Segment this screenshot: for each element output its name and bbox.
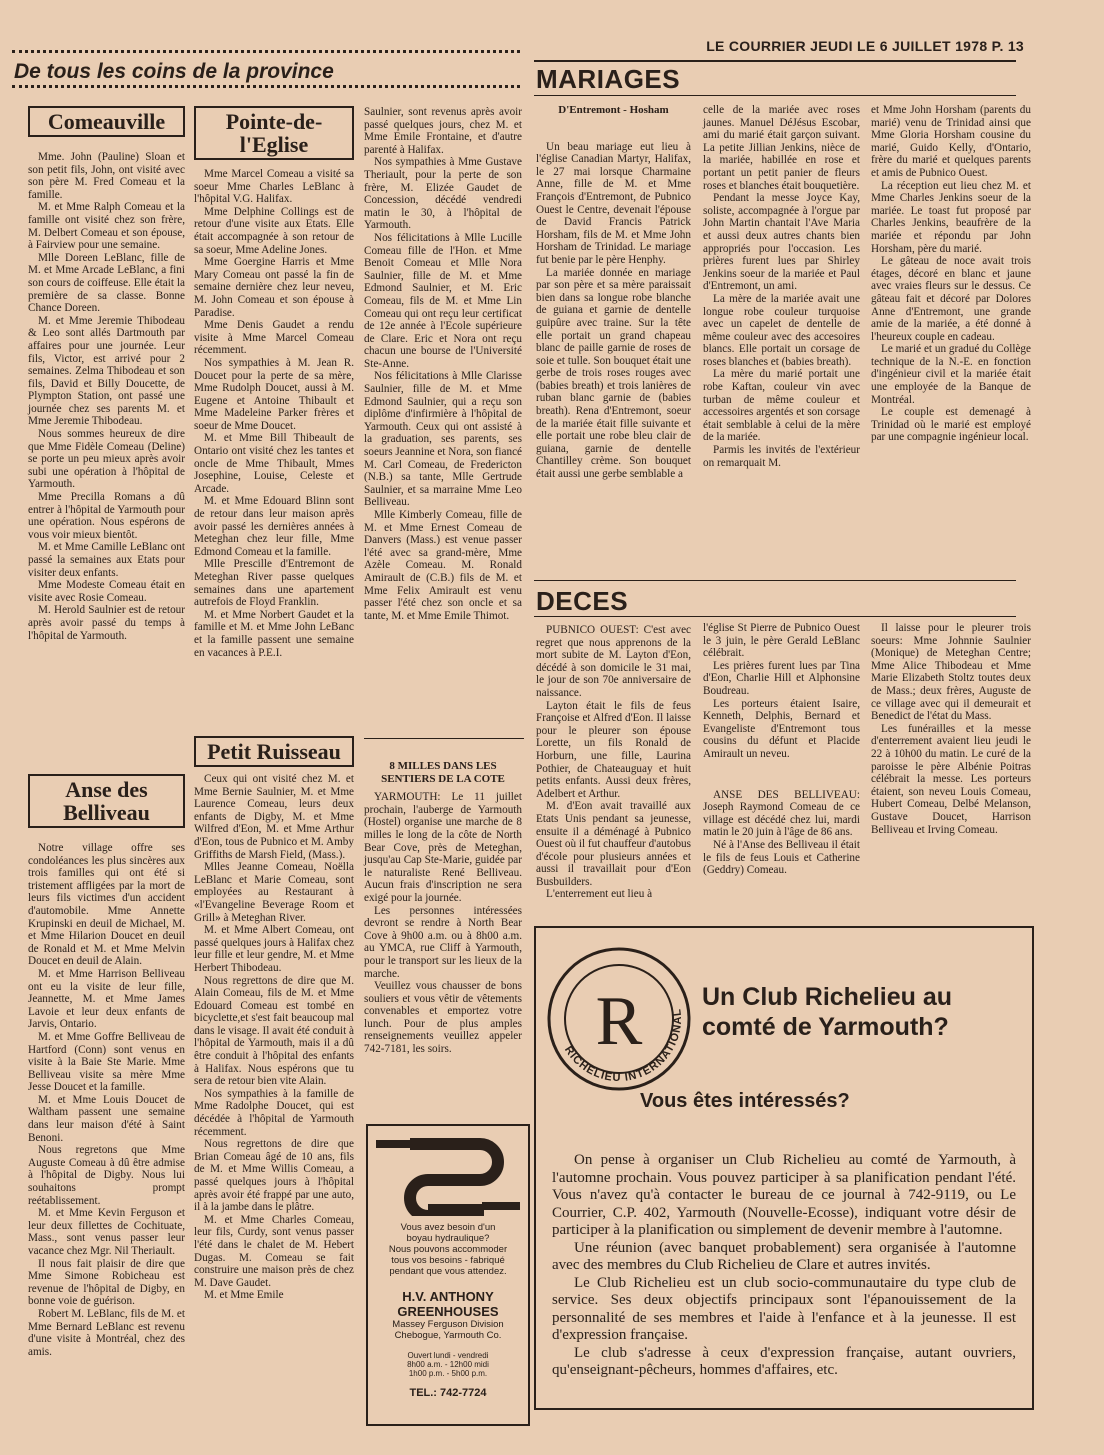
anse-para: Il nous fait plaisir de dire que Mme Simone Robicheau est revenue de l'hôpital de Digby, en bonne voie de guérison. xyxy=(28,1257,185,1308)
col3-para: Saulnier, sont revenus après avoir passé quelques jours, chez M. et Mme Emile Frontaine, et d'autre parenté à Halifax. xyxy=(364,106,522,156)
deces-para: Layton était le fils de feus Françoise et Alfred d'Eon. Il laisse pour le pleurer son épouse Lorette, un fils Ronald de Horburn, une fille, Laurina Pothier, de Chateauguay et huit petits enfants. Aussi deux frères, Adelbert et Arthur. xyxy=(536,699,691,800)
pointe-para: M. et Mme Bill Thibeault de Ontario ont visité chez les tantes et oncle de Mme Thibault, Mmes Josephine, Louise, Celeste et Arcade. xyxy=(194,432,354,495)
petit-ruisseau-para: M. et Mme Albert Comeau, ont passé quelques jours à Halifax chez leur fille et leur gendre, M. et Mme Herbert Thibodeau. xyxy=(194,924,354,974)
anse-para: Notre village offre ses condoléances les plus sincères aux trois familles qui ont été si tristement affligées par la mort de leurs fils victimes d'un accident d'automobile. Mme Annette Krupinski en deuil de Michael, M. et Mme Hilarion Doucet en deuil de Ronald et M. et Mme Melvin Doucet en deuil de Alain. xyxy=(28,842,185,968)
petit-ruisseau-para: Ceux qui ont visité chez M. et Mme Bernie Saulnier, M. et Mme Laurence Comeau, leurs deux enfants de Digby, M. et Mme Wilfred d'Eon, M. et Mme Arthur d'Eon, tous de Pubnico et M. Amby Griffiths de Marsh Field, (Mass.). xyxy=(194,773,354,861)
pointe-para: Mlle Prescille d'Entremont de Meteghan River passe quelques semaines dans une apartement autrefois de Floyd Franklin. xyxy=(194,558,354,609)
deces-para: PUBNICO OUEST: C'est avec regret que nous apprenons de la mort subite de M. Layton d'Eon, décédé à son domicile le 31 mai, le jour de son 70e anniversaire de naissance. xyxy=(536,624,691,699)
mariages-para: Un beau mariage eut lieu à l'église Canadian Martyr, Halifax, le 27 mai lorsque Charmaine Anne, fille de M. et Mme François d'Entremont, de Pubnico Ouest le Centre, devenait l'épouse de David Francis Patrick Horsham, fils de M. et Mme John Horsham de Trinidad. Le mariage fut benie par le père Henphy. xyxy=(536,140,691,266)
petit-ruisseau-heading: Petit Ruisseau xyxy=(194,736,354,767)
huit-milles-heading: 8 MILLES DANS LES SENTIERS DE LA COTE xyxy=(381,760,505,785)
section-banner xyxy=(12,50,520,94)
mariages-para: Le couple est demenagé à Trinidad où le marié est employé par une compagnie ingénieur local. xyxy=(871,406,1031,444)
deces-bottom-rule xyxy=(534,616,1016,617)
deces-para: Né à l'Anse des Belliveau il était le fils de feus Louis et Catherine (Geddry) Comeau. xyxy=(703,838,860,877)
richelieu-para: On pense à organiser un Club Richelieu au comté de Yarmouth, à l'automne prochain. Vous pouvez participer à sa planification pendant l'été. Vous n'avez qu'à contacter le bureau de ce journal à 742-9119, ou Le Courrier, C.P. 402, Yarmouth (Nouvelle-Ecosse), indiquant votre désir de participer à la planification ou simplement de devenir membre à l'automne. xyxy=(552,1152,1016,1238)
article-8-milles xyxy=(364,760,522,1056)
richelieu-para: Le club s'adresse à ceux d'expression française, autant ouvriers, qu'enseignant-pêcheurs, hommes d'affaires, etc. xyxy=(552,1344,1016,1378)
deces-para: M. d'Eon avait travaillé aux Etats Unis pendant sa jeunesse, ensuite il a déménagé à Pubnico Ouest où il fut chauffeur d'autobus d'école pour plusieurs années et aussi il travaillait pour d'Eon Busbuilders. xyxy=(536,800,691,888)
mariages-para: La mère du marié portait une robe Kaftan, couleur vin avec turban de même couleur et accessoires argentés et son corsage était semblable à celui de la mère de la mariée. xyxy=(703,368,860,444)
hv-division-1: Massey Ferguson Division xyxy=(392,1319,504,1330)
mariages-col-3 xyxy=(871,104,1031,444)
mariages-para: La réception eut lieu chez M. et Mme Charles Jenkins soeur de la mariée. Le toast fut proposé par Charles Jenkins, beaufrère de la mariée et répondu par John Horsham, père du marié. xyxy=(871,179,1031,255)
deces-para: Les funérailles et la messe d'enterrement avaient lieu jeudi le 22 à 10h00 du matin. Le curé de la paroisse le père Albénie Poitras célébrait la messe. Les porteurs étaient, son neveu Louis Comeau, Hubert Comeau, Delbé Melanson, Gustave Doucet, Harrison Belliveau et Irving Comeau. xyxy=(871,722,1031,836)
anse-para: M. et Mme Kevin Ferguson et leur deux fillettes de Cochituate, Mass., sont venus passer leur vacance chez Mgr. Nil Theriault. xyxy=(28,1207,185,1257)
column-3-continued xyxy=(364,106,522,622)
deces-para: L'enterrement eut lieu à xyxy=(546,888,653,901)
hv-hours-0: Ouvert lundi - vendredi xyxy=(407,1351,489,1360)
section-title: De tous les coins de la province xyxy=(14,60,334,83)
hv-question-2: boyau hydraulique? xyxy=(406,1233,490,1244)
column-pointe-de-leglise xyxy=(194,106,354,659)
hv-anthony-ad xyxy=(366,1124,530,1426)
mariages-col-2 xyxy=(703,104,860,469)
hose-logo-icon xyxy=(370,1132,526,1216)
deces-col-1 xyxy=(536,624,691,901)
column-anse-des-belliveau xyxy=(28,774,185,1358)
anse-para: M. et Mme Louis Doucet de Waltham passent une semaine dans leur maison d'été à Saint Benoni. xyxy=(28,1093,185,1144)
petit-ruisseau-para: Nous regrettons de dire que Brian Comeau âgé de 10 ans, fils de M. et Mme Willis Comeau, a passé quelques jours à l'hôpital après avoir été frappé par une auto, il à la jambe dans le plâtre. xyxy=(194,1138,354,1214)
mariages-para: La mariée donnée en mariage par son père et sa mère paraissait bien dans sa longue robe blanche de guiana et garnie de dentelle guipûre avec traine. Sur la tête elle portait un grand chapeau blanc de paille garnie de roses de soie et tulle. Son bouquet était une gerbe de trois roses rouges avec (babies breath) et trois lanières de ruban blanc garnie de (babies breath). Rena d'Entremont, soeur de la mariée était fille suivante et elle portait une robe bleu clair de guiana, garnie de dentelle Chantilley crème. Son bouquet était aussi une gerbe semblable a xyxy=(536,266,691,481)
logo-letter: R xyxy=(595,983,643,1060)
hv-line-2: tous vos besoins - fabriqué xyxy=(391,1255,505,1266)
petit-ruisseau-para: M. et Mme Emile xyxy=(204,1289,284,1302)
deces-para: ANSE DES BELLIVEAU: Joseph Raymond Comeau de ce village est décédé chez lui, mardi matin le 20 juin à l'âge de 86 ans. xyxy=(703,788,860,839)
huit-milles-para: Les personnes intéressées devront se rendre à North Bear Cove à 9h00 a.m. ou à 8h00 a.m. au YMCA, rue Cliff à Yarmouth, pour le transport sur les lieux de la marche. xyxy=(364,904,522,980)
mariages-para: Le marié et un gradué du Collège technique de la N.-E. en fonction d'ingénieur civil et la mariée était une employée de la Banque de Montréal. xyxy=(871,343,1031,406)
richelieu-title-1: Un Club Richelieu au xyxy=(702,983,953,1011)
pointe-para: Mme Marcel Comeau a visité sa soeur Mme Charles LeBlanc à l'hôpital V.G. Halifax. xyxy=(194,168,354,206)
hv-question-1: Vous avez besoin d'un xyxy=(400,1222,496,1233)
mariages-para: et Mme John Horsham (parents du marié) venu de Trinidad ainsi que Mme Gloria Horsham cousine du marié, Guido Kelly, d'Ontario, frère du marié et quelques parents et amis de Pubnico Ouest. xyxy=(871,104,1031,179)
banner-top-chain xyxy=(12,50,520,59)
comeauville-para: M. et Mme Ralph Comeau et la famille ont visité chez son frère, M. Delbert Comeau et son épouse, à Fairview pour une semaine. xyxy=(28,201,185,252)
column-comeauville xyxy=(28,106,185,642)
comeauville-body xyxy=(28,151,185,642)
logo-ring-text: RICHELIEU INTERNATIONAL xyxy=(562,1007,685,1085)
pointe-para: Mme Goergine Harris et Mme Mary Comeau ont passé la fin de semaine dernière chez leur neveu, M. John Comeau et son épouse à Paradise. xyxy=(194,256,354,319)
deces-top-rule xyxy=(534,580,1016,581)
col3-para: Nos félicitations à Mlle Lucille Comeau fille de l'Hon. et Mme Benoit Comeau et Mlle Nora Saulnier, fille de M. et Mme Edmond Saulnier, et M. Eric Comeau, fils de M. et Mme Lin Comeau qui ont reçu leur certificat de 12e année à l'Ecole supérieure de Clare. Eric et Nora ont reçu chacun une bourse de l'Université Ste-Anne. xyxy=(364,231,522,370)
deces-para: l'église St Pierre de Pubnico Ouest le 3 juin, le père Gerald LeBlanc célébrait. xyxy=(703,622,860,660)
col3-para: Nos félicitations à Mlle Clarisse Saulnier, fille de M. et Mme Edmond Saulnier, qui a reçu son diplôme d'infirmière à l'hôpital de Yarmouth. Ceux qui ont assisté à la graduation, ses parents, ses soeurs Jeannine et Nora, son fiancé M. Carl Comeau, de Fredericton (N.B.) sa tante, Mlle Gertrude Saulnier, et sa marraine Mme Leo Belliveau. xyxy=(364,370,522,509)
comeauville-para: M. et Mme Jeremie Thibodeau & Leo sont allés Dartmouth par affaires pour une journée. Leur fils, Victor, est arrivé pour 2 semaines. Zelma Thibodeau et son fils, David et Billy Doucette, de Plympton Station, ont passé une journée chez ses parents M. et Mme Jeremie Thibodeau. xyxy=(28,314,185,428)
hv-name-1: H.V. ANTHONY xyxy=(402,1289,494,1304)
hv-hours-1: 8h00 a.m. - 12h00 midi xyxy=(407,1360,489,1369)
mariages-para: Le gâteau de noce avait trois étages, décoré en blanc et jaune avec vraies fleurs sur le dessus. Ce gâteau fait et décoré par Dolores Anne d'Entremont, une grande amie de la mariée, a été donné à l'heureux couple en cadeau. xyxy=(871,255,1031,343)
comeauville-heading: Comeauville xyxy=(28,106,185,137)
column-petit-ruisseau xyxy=(194,736,354,1302)
richelieu-body xyxy=(552,1152,1016,1380)
hv-ad-text xyxy=(368,1222,528,1401)
richelieu-ad xyxy=(534,926,1034,1410)
hv-division-2: Chebogue, Yarmouth Co. xyxy=(394,1330,502,1341)
col3-para: Nos sympathies à Mme Gustave Theriault, pour la perte de son frère, M. Elizée Gaudet de Concession, décédé vendredi matin le 30, à l'hôpital de Yarmouth. xyxy=(364,156,522,232)
comeauville-para: Mme. John (Pauline) Sloan et son petit fils, John, ont visité avec son père M. Fred Comeau et la famille. xyxy=(28,151,185,201)
pointe-para: M. et Mme Norbert Gaudet et la famille et M. et Mme John LeBanc et la famille passent une semaine en vacances à P.E.I. xyxy=(194,608,354,659)
deces-col-2 xyxy=(703,622,860,877)
anse-heading: Anse des Belliveau xyxy=(28,774,185,828)
page-folio: LE COURRIER JEUDI LE 6 JUILLET 1978 P. 13 xyxy=(706,38,1024,54)
deces-col-3 xyxy=(871,622,1031,836)
comeauville-para: Nous sommes heureux de dire que Mme Fidèle Comeau (Deline) se porte un peu mieux après avoir subi une opération à l'hôpital de Yarmouth. xyxy=(28,428,185,491)
anse-para: Nous regretons que Mme Auguste Comeau à dû être admise à l'hôpital de Digby. Nous lui souhaitons prompt reétablissement. xyxy=(28,1144,185,1207)
column-3-rule xyxy=(364,738,524,739)
comeauville-para: M. et Mme Camille LeBlanc ont passé la semaines aux Etats pour visiter deux enfants. xyxy=(28,541,185,579)
richelieu-subtitle: Vous êtes intéressés? xyxy=(640,1090,850,1112)
deces-para: Les porteurs étaient Isaire, Kenneth, Delphis, Bernard et Evangeliste d'Entremont tous cousins du défunt et Placide Amirault un neveu. xyxy=(703,697,860,760)
mariages-para: La mère de la mariée avait une longue robe couleur turquoise avec un capelet de dentelle de même couleur avec des accesoires blancs. Elle portait un corsage de roses blanches et (babies breath). xyxy=(703,292,860,368)
col3-para: Mlle Kimberly Comeau, fille de M. et Mme Ernest Comeau de Danvers (Mass.) est venue passer l'été avec sa grand-mère, Mme Azèle Comeau. M. Ronald Amirault de (C.B.) fils de M. et Mme Felix Amirault est venu passer l'été chez son oncle et sa tante, M. et Mme Emile Thimot. xyxy=(364,509,522,622)
mariages-para: Parmis les invités de l'extérieur on remarquait M. xyxy=(703,444,860,469)
pointe-para: Nos sympathies à M. Jean R. Doucet pour la perte de sa mère, Mme Rudolph Doucet, aussi à M. Eugene et Antoine Thibault et Mme Madeleine Parker frères et soeur de Mme Doucet. xyxy=(194,356,354,432)
comeauville-para: Mlle Doreen LeBlanc, fille de M. et Mme Arcade LeBlanc, a fini son cours de coiffeuse. Elle était la première de sa classe. Bonne Chance Doreen. xyxy=(28,251,185,315)
hv-line-3: pendant que vous attendez. xyxy=(389,1266,507,1277)
petit-ruisseau-para: Mlles Jeanne Comeau, Noëlla LeBlanc et Marie Comeau, sont employées au Restaurant à «l'Evangeline Beverage Room et Grill» à Meteghan River. xyxy=(194,861,354,924)
pointe-body xyxy=(194,168,354,659)
huit-milles-para: YARMOUTH: Le 11 juillet prochain, l'auberge de Yarmouth (Hostel) organise une marche de 8 milles le long de la côte de North Bear Cove, près de Meteghan, jusqu'au Cap Ste-Marie, guidée par le naturaliste René Belliveau. Aucun frais d'inscription ne sera exigé pour la journée. xyxy=(364,791,522,904)
huit-milles-para: Veuillez vous chausser de bons souliers et vous vêtir de vêtements convenables et emportez votre lunch. Pour de plus amples renseignements veuillez appeler 742-7181, les soirs. xyxy=(364,980,522,1056)
deces-para: Il laisse pour le pleurer trois soeurs: Mme Johnnie Saulnier (Monique) de Meteghan Centre; Mme Alice Thibodeau et Mme Marie Elizabeth Stoltz toutes deux de Mass.; deux frères, Auguste de ce village avec qui il demeurait et Benedict de l'état du Mass. xyxy=(871,622,1031,723)
petit-ruisseau-para: Nos sympathies à la famille de Mme Radolphe Doucet, qui est décédée à l'hôpital de Yarmouth récemment. xyxy=(194,1087,354,1138)
anse-para: M. et Mme Harrison Belliveau ont eu la visite de leur fille, Jeannette, M. et Mme James Lavoie et leur deux enfants de Jarvis, Ontario. xyxy=(28,967,185,1031)
mariages-para: Pendant la messe Joyce Kay, soliste, accompagnée à l'orgue par John Martin chantait l'Ave Maria et aussi deux autres chants bien appropriés pour l'occasion. Les prières furent lues par Shirley Jenkins soeur de la mariée et Paul d'Entremont, un ami. xyxy=(703,192,860,293)
anse-para: M. et Mme Goffre Belliveau de Hartford (Conn) sont venus en visite à la Baie Ste Marie. Mme Belliveau visite sa mère Mme Jesse Doucet et la famille. xyxy=(28,1030,185,1094)
deces-heading: DECES xyxy=(536,586,629,616)
petit-ruisseau-para: Nous regrettons de dire que M. Alain Comeau, fils de M. et Mme Edouard Comeau est tombé en bicyclette,et s'est fait beaucoup mal dans le visage. Il avait été conduit à l'hôpital de Yarmouth, mais il a dû être conduit à l'hôpital des enfants à Halifax. Nous espérons que tu sera de retour bien vite Alain. xyxy=(194,974,354,1088)
pointe-para: Mme Delphine Collings est de retour d'une visite aux Etats. Elle était accompagnée à son retour de sa soeur, Mme Adeline Jones. xyxy=(194,205,354,256)
mariages-para: celle de la mariée avec roses jaunes. Manuel DéJésus Escobar, ami du marié était garçon suivant. La petite Jillian Jenkins, nièce de la mariée, habillée en rose et portant un petit panier de fleurs roses et blanches était bouquetière. xyxy=(703,104,860,192)
comeauville-para: M. Herold Saulnier est de retour après avoir passé du temps à l'hôpital de Yarmouth. xyxy=(28,604,185,642)
comeauville-para: Mme Precilla Romans a dû entrer à l'hôpital de Yarmouth pour une opération. Nous espérons de vous voir mieux bientôt. xyxy=(28,491,185,541)
hv-name-2: GREENHOUSES xyxy=(397,1304,499,1319)
mariages-subhead: D'Entremont - Hosham xyxy=(558,104,669,116)
pointe-para: Mme Denis Gaudet a rendu visite à Mme Marcel Comeau récemment. xyxy=(194,319,354,357)
deces-para: Les prières furent lues par Tina d'Eon, Charlie Hill et Alphonsine Boudreau. xyxy=(703,659,860,697)
anse-para: Robert M. LeBlanc, fils de M. et Mme Bernard LeBlanc est revenu d'une visite à Montréal, chez des amis. xyxy=(28,1307,185,1358)
mariages-col-1 xyxy=(536,104,691,481)
hv-line-1: Nous pouvons accommoder xyxy=(388,1244,508,1255)
comeauville-para: Mme Modeste Comeau était en visite avec Rosie Comeau. xyxy=(28,579,185,604)
hv-telephone: TEL.: 742-7724 xyxy=(409,1387,487,1399)
mariages-heading: MARIAGES xyxy=(536,64,681,94)
anse-body xyxy=(28,842,185,1358)
mariages-bottom-rule xyxy=(534,95,1016,96)
petit-ruisseau-body xyxy=(194,773,354,1302)
richelieu-logo-icon xyxy=(544,944,694,1094)
hv-hours-2: 1h00 p.m. - 5h00 p.m. xyxy=(408,1369,488,1378)
richelieu-title-2: comté de Yarmouth? xyxy=(702,1013,949,1041)
mariages-top-rule xyxy=(534,60,1016,62)
richelieu-para: Une réunion (avec banquet probablement) sera organisée à l'automne avec des membres du Club Richelieu de Clare et autres invités. xyxy=(552,1239,1016,1273)
richelieu-para: Le Club Richelieu est un club socio-communautaire du type club de service. Ses deux objectifs principaux sont l'épanouissement de la personnalité de ses membres et l'aide à l'enfance et à la jeunesse. Il est d'expression française. xyxy=(552,1274,1016,1343)
pointe-heading: Pointe-de-l'Eglise xyxy=(194,106,354,160)
banner-bottom-chain xyxy=(12,85,520,94)
petit-ruisseau-para: M. et Mme Charles Comeau, leur fils, Curdy, sont venus passer l'été dans le chalet de M. Hebert Dugas. M. Comeau se fait construire une maison près de chez M. Dave Gaudet. xyxy=(194,1213,354,1289)
pointe-para: M. et Mme Edouard Blinn sont de retour dans leur maison après avoir passé les dernières années à Meteghan chez leur fille, Mme Edmond Comeau et la famille. xyxy=(194,495,354,558)
